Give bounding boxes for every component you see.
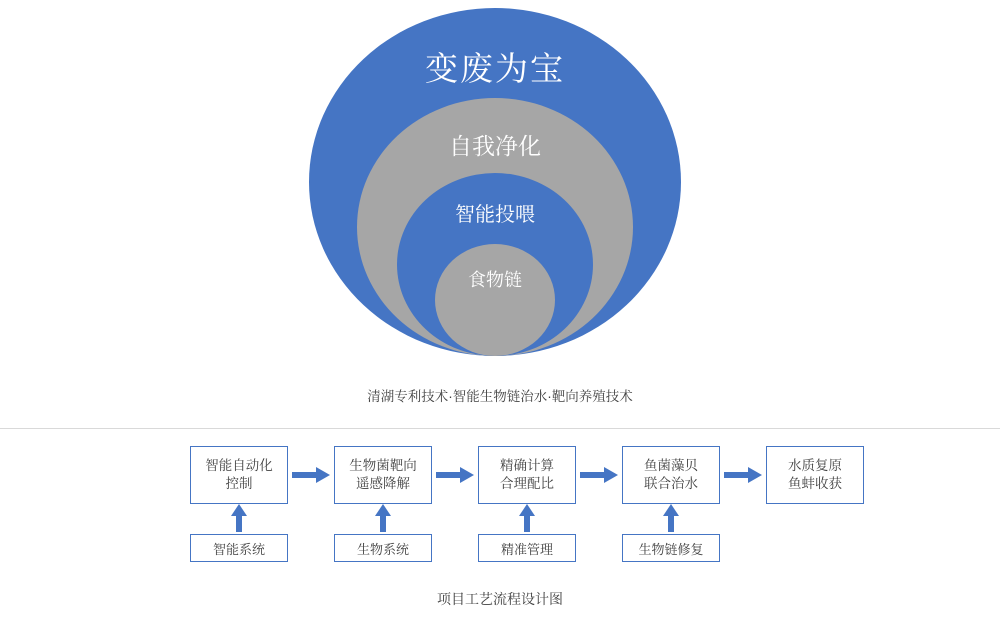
circle-ring-4 bbox=[435, 244, 555, 356]
flow-step-5-line1: 水质复原 bbox=[788, 457, 842, 473]
flow-support-4: 生物链修复 bbox=[622, 534, 720, 562]
arrow-right-icon-3 bbox=[580, 467, 618, 483]
flow-step-2-line1: 生物菌靶向 bbox=[349, 457, 417, 473]
flow-step-4 bbox=[622, 446, 720, 504]
arrow-up-icon-2 bbox=[375, 504, 391, 532]
arrow-up-icon-1 bbox=[231, 504, 247, 532]
flow-step-1 bbox=[190, 446, 288, 504]
flow-step-4-line1: 鱼菌藻贝 bbox=[644, 457, 698, 473]
arrow-up-icon-3 bbox=[519, 504, 535, 532]
flow-step-row bbox=[190, 446, 864, 504]
flow-step-1-line1: 智能自动化 bbox=[205, 457, 273, 473]
flow-step-3-line2: 合理配比 bbox=[500, 476, 554, 491]
flow-support-2: 生物系统 bbox=[334, 534, 432, 562]
flow-step-2 bbox=[334, 446, 432, 504]
arrow-right-icon-2 bbox=[436, 467, 474, 483]
flow-support-1: 智能系统 bbox=[190, 534, 288, 562]
arrow-up-icon-4 bbox=[663, 504, 679, 532]
circle-ring-1-label: 变废为宝 bbox=[425, 50, 565, 87]
circle-ring-4-label: 食物链 bbox=[468, 270, 522, 290]
flow-step-1-line2: 控制 bbox=[225, 476, 253, 491]
arrow-right-icon-1 bbox=[292, 467, 330, 483]
concentric-diagram-caption: 清湖专利技术·智能生物链治水·靶向养殖技术 bbox=[367, 389, 633, 404]
arrow-right-icon-4 bbox=[724, 467, 762, 483]
flow-step-4-line2: 联合治水 bbox=[644, 476, 698, 491]
circle-stack bbox=[309, 8, 681, 356]
circle-ring-2-label: 自我净化 bbox=[449, 133, 541, 159]
flow-step-5 bbox=[766, 446, 864, 504]
process-flow-diagram bbox=[0, 429, 1000, 626]
flow-support-3: 精准管理 bbox=[478, 534, 576, 562]
flow-support-row bbox=[190, 534, 720, 562]
flow-step-5-line2: 鱼蚌收获 bbox=[788, 476, 842, 491]
flow-step-3-line1: 精确计算 bbox=[500, 457, 554, 473]
circle-ring-3-label: 智能投喂 bbox=[455, 204, 535, 226]
flow-step-2-line2: 遥感降解 bbox=[356, 476, 410, 491]
flow-step-3 bbox=[478, 446, 576, 504]
process-flow-caption: 项目工艺流程设计图 bbox=[437, 591, 563, 607]
